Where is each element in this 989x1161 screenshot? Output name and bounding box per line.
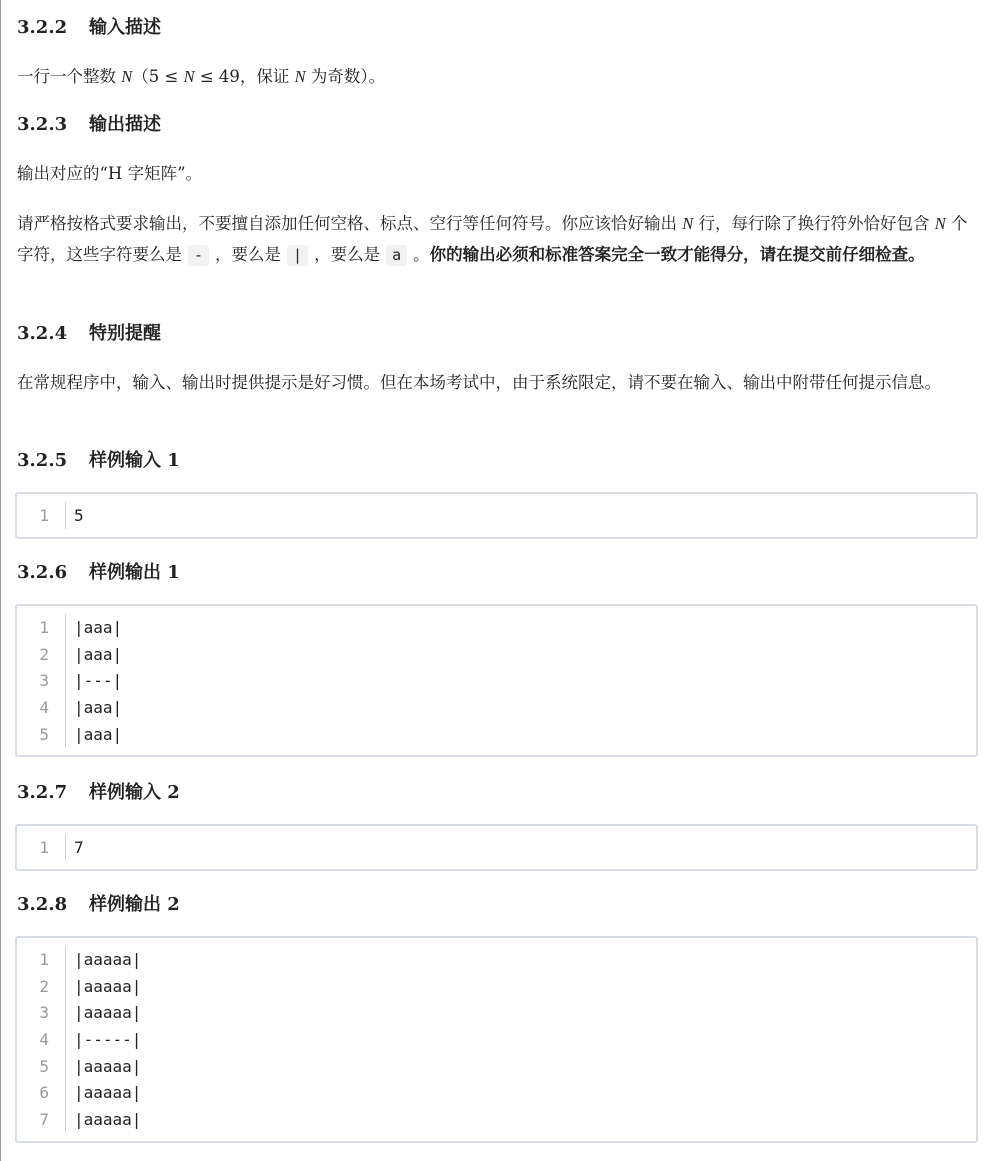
sample-input-1-codeblock bbox=[15, 492, 978, 539]
code-text: |aaaaa| bbox=[74, 1109, 142, 1129]
code-line bbox=[17, 973, 976, 1000]
text-span: （5 ≤ bbox=[132, 67, 184, 86]
sample-output-2-codeblock bbox=[15, 936, 978, 1143]
heading-sample-output-2 bbox=[17, 892, 180, 918]
math-var-n: N bbox=[183, 67, 195, 86]
inline-code-a: a bbox=[386, 245, 407, 266]
code-line bbox=[17, 999, 976, 1026]
section-title: 特别提醒 bbox=[89, 323, 161, 344]
math-var-n: N bbox=[294, 67, 306, 86]
reminder-text: 在常规程序中，输入、输出时提供提示是好习惯。但在本场考试中，由于系统限定，请不要在输入、输出中附带任何提示信息。 bbox=[17, 373, 941, 392]
section-title: 样例输入 1 bbox=[89, 450, 180, 471]
sample-input-2-codeblock bbox=[15, 824, 978, 871]
line-number: 1 bbox=[17, 502, 66, 529]
line-number: 1 bbox=[17, 834, 66, 861]
code-text: |aaaaa| bbox=[74, 1056, 142, 1076]
line-number: 5 bbox=[17, 1053, 66, 1080]
math-var-n: N bbox=[682, 214, 694, 233]
line-number: 2 bbox=[17, 641, 66, 668]
heading-sample-output-1 bbox=[17, 560, 180, 586]
bold-warning: 你的输出必须和标准答案完全一致才能得分，请在提交前仔细检查。 bbox=[429, 245, 925, 264]
code-line bbox=[17, 614, 976, 641]
input-description-text bbox=[17, 61, 972, 92]
section-title: 样例输出 2 bbox=[89, 894, 180, 915]
section-number: 3.2.2 bbox=[17, 17, 68, 38]
heading-sample-input-2 bbox=[17, 780, 180, 806]
code-text: |aaaaa| bbox=[74, 976, 142, 996]
code-text: 7 bbox=[74, 837, 84, 857]
line-number: 4 bbox=[17, 1026, 66, 1053]
text-span: ，要么是 bbox=[314, 245, 381, 264]
section-title: 输入描述 bbox=[89, 17, 161, 38]
code-line bbox=[17, 1026, 976, 1053]
code-line bbox=[17, 946, 976, 973]
code-line bbox=[17, 502, 976, 529]
code-line bbox=[17, 834, 976, 861]
code-text: |aaaaa| bbox=[74, 949, 142, 969]
line-number: 1 bbox=[17, 946, 66, 973]
section-number: 3.2.6 bbox=[17, 562, 68, 583]
line-number: 7 bbox=[17, 1106, 66, 1133]
math-var-n: N bbox=[934, 214, 946, 233]
code-line bbox=[17, 721, 976, 748]
code-line bbox=[17, 667, 976, 694]
line-number: 5 bbox=[17, 721, 66, 748]
code-line bbox=[17, 694, 976, 721]
code-text: |aaa| bbox=[74, 697, 123, 717]
code-text: |---| bbox=[74, 671, 123, 691]
text-span: ，要么是 bbox=[215, 245, 282, 264]
code-line bbox=[17, 641, 976, 668]
section-title: 输出描述 bbox=[89, 114, 161, 135]
text-span: 。 bbox=[413, 245, 430, 264]
code-text: |aaaaa| bbox=[74, 1003, 142, 1023]
section-title: 样例输出 1 bbox=[89, 562, 180, 583]
math-var-n: N bbox=[121, 67, 133, 86]
heading-output-description bbox=[17, 112, 161, 138]
text-span: ≤ 49，保证 bbox=[194, 67, 295, 86]
code-text: |-----| bbox=[74, 1029, 142, 1049]
text-span: 个字符，这些字符要么是 bbox=[17, 214, 968, 264]
code-line bbox=[17, 1053, 976, 1080]
code-text: 5 bbox=[74, 505, 84, 525]
code-line bbox=[17, 1079, 976, 1106]
heading-sample-input-1 bbox=[17, 448, 180, 474]
inline-code-bar: | bbox=[287, 245, 308, 266]
code-text: |aaa| bbox=[74, 617, 123, 637]
line-number: 3 bbox=[17, 999, 66, 1026]
code-text: |aaaaa| bbox=[74, 1083, 142, 1103]
inline-code-dash: - bbox=[188, 245, 209, 266]
code-text: |aaa| bbox=[74, 724, 123, 744]
output-description-para1: 输出对应的“H 字矩阵”。 bbox=[17, 164, 203, 183]
line-number: 6 bbox=[17, 1079, 66, 1106]
output-description-para2 bbox=[17, 208, 972, 270]
sample-output-1-codeblock bbox=[15, 604, 978, 757]
heading-special-reminder bbox=[17, 321, 161, 347]
section-number: 3.2.4 bbox=[17, 323, 68, 344]
text-span: 一行一个整数 bbox=[17, 67, 122, 86]
line-number: 4 bbox=[17, 694, 66, 721]
section-number: 3.2.5 bbox=[17, 450, 68, 471]
code-text: |aaa| bbox=[74, 644, 123, 664]
section-number: 3.2.7 bbox=[17, 782, 68, 803]
section-number: 3.2.8 bbox=[17, 894, 68, 915]
code-line bbox=[17, 1106, 976, 1133]
section-number: 3.2.3 bbox=[17, 114, 68, 135]
line-number: 3 bbox=[17, 667, 66, 694]
text-span: 为奇数）。 bbox=[305, 67, 386, 86]
heading-input-description bbox=[17, 15, 161, 41]
text-span: 请严格按格式要求输出，不要擅自添加任何空格、标点、空行等任何符号。你应该恰好输出 bbox=[17, 214, 683, 233]
section-title: 样例输入 2 bbox=[89, 782, 180, 803]
line-number: 2 bbox=[17, 973, 66, 1000]
line-number: 1 bbox=[17, 614, 66, 641]
text-span: 行，每行除了换行符外恰好包含 bbox=[693, 214, 935, 233]
